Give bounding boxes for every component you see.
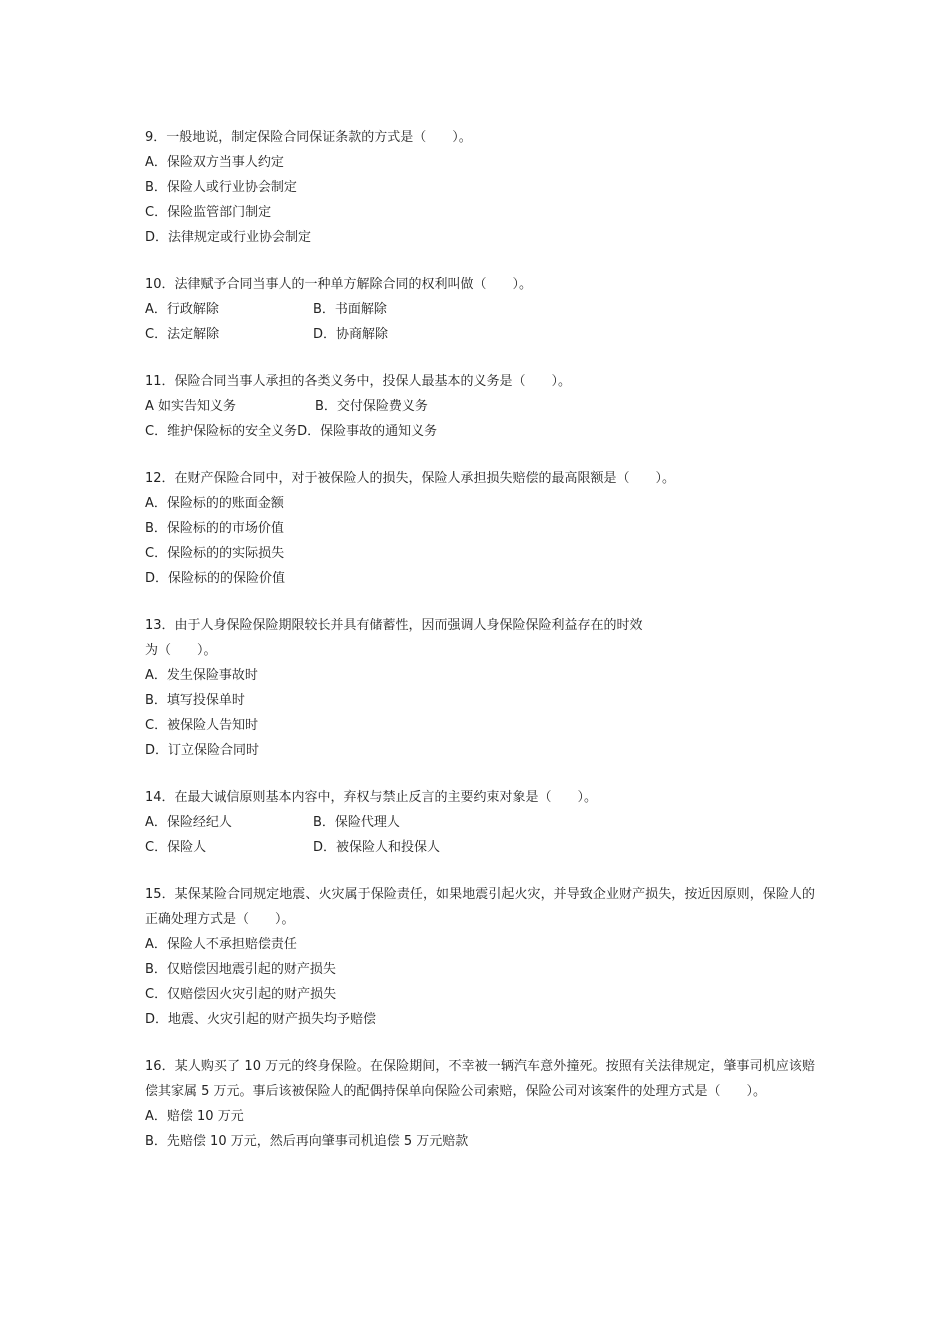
option-b: B．填写投保单时 [145,693,245,708]
document-page [145,125,815,1176]
question-12 [145,466,815,591]
option-d: D．被保险人和投保人 [313,840,441,855]
option-a: A．发生保险事故时 [145,668,258,683]
option-row [145,835,815,860]
option-c: C．保险监管部门制定 [145,205,272,220]
option-d: D．地震、火灾引起的财产损失均予赔偿 [145,1012,377,1027]
option-a: A．保险经纪人 [145,815,232,830]
question-stem: 16．某人购买了 10 万元的终身保险。在保险期间，不幸被一辆汽车意外撞死。按照有关法律规定，肇事司机应该赔偿其家属 5 万元。事后该被保险人的配偶持保单向保险公司索赔，保险公司对该案件的处理方式是（ ）。 [145,1059,815,1099]
option-b: B．保险代理人 [313,815,400,830]
option-row [145,419,815,444]
option-b: B．保险标的的市场价值 [145,521,284,536]
question-14 [145,785,815,860]
option-d: D．保险事故的通知义务 [297,424,438,439]
question-stem: 14．在最大诚信原则基本内容中，弃权与禁止反言的主要约束对象是（ ）。 [145,790,598,805]
question-stem: 9．一般地说，制定保险合同保证条款的方式是（ ）。 [145,130,472,145]
question-stem: 15．某保某险合同规定地震、火灾属于保险责任，如果地震引起火灾，并导致企业财产损失，按近因原则，保险人的正确处理方式是（ ）。 [145,887,815,927]
question-stem: 12．在财产保险合同中，对于被保险人的损失，保险人承担损失赔偿的最高限额是（ ）。 [145,471,676,486]
option-row [145,297,815,322]
question-15 [145,882,815,1032]
option-d: D．协商解除 [313,327,389,342]
option-b: B．保险人或行业协会制定 [145,180,297,195]
option-c: C．仅赔偿因火灾引起的财产损失 [145,987,337,1002]
option-c: C．维护保险标的安全义务 [145,424,298,439]
question-stem-line-2: 为（ ）。 [145,643,217,658]
option-d: D．保险标的的保险价值 [145,571,286,586]
option-b: B．仅赔偿因地震引起的财产损失 [145,962,336,977]
option-b: B．交付保险费义务 [315,399,428,414]
option-c: C．保险人 [145,840,207,855]
question-stem: 10．法律赋予合同当事人的一种单方解除合同的权利叫做（ ）。 [145,277,533,292]
option-row [145,322,815,347]
option-row [145,394,815,419]
option-b: B．书面解除 [313,302,387,317]
option-c: C．被保险人告知时 [145,718,259,733]
question-9 [145,125,815,250]
question-stem: 11．保险合同当事人承担的各类义务中，投保人最基本的义务是（ ）。 [145,374,572,389]
option-a: A．行政解除 [145,302,219,317]
option-d: D．法律规定或行业协会制定 [145,230,312,245]
option-c: C．法定解除 [145,327,220,342]
option-row [145,810,815,835]
question-stem-line-1: 13．由于人身保险保险期限较长并具有储蓄性，因而强调人身保险保险利益存在的时效 [145,618,643,633]
option-d: D．订立保险合同时 [145,743,260,758]
question-13 [145,613,815,763]
question-16 [145,1054,815,1154]
option-a: A．保险双方当事人约定 [145,155,284,170]
option-c: C．保险标的的实际损失 [145,546,285,561]
option-a: A 如实告知义务 [145,399,237,414]
option-a: A．赔偿 10 万元 [145,1109,244,1124]
question-10 [145,272,815,347]
question-11 [145,369,815,444]
option-b: B．先赔偿 10 万元，然后再向肇事司机追偿 5 万元赔款 [145,1134,469,1149]
option-a: A．保险标的的账面金额 [145,496,284,511]
option-a: A．保险人不承担赔偿责任 [145,937,297,952]
